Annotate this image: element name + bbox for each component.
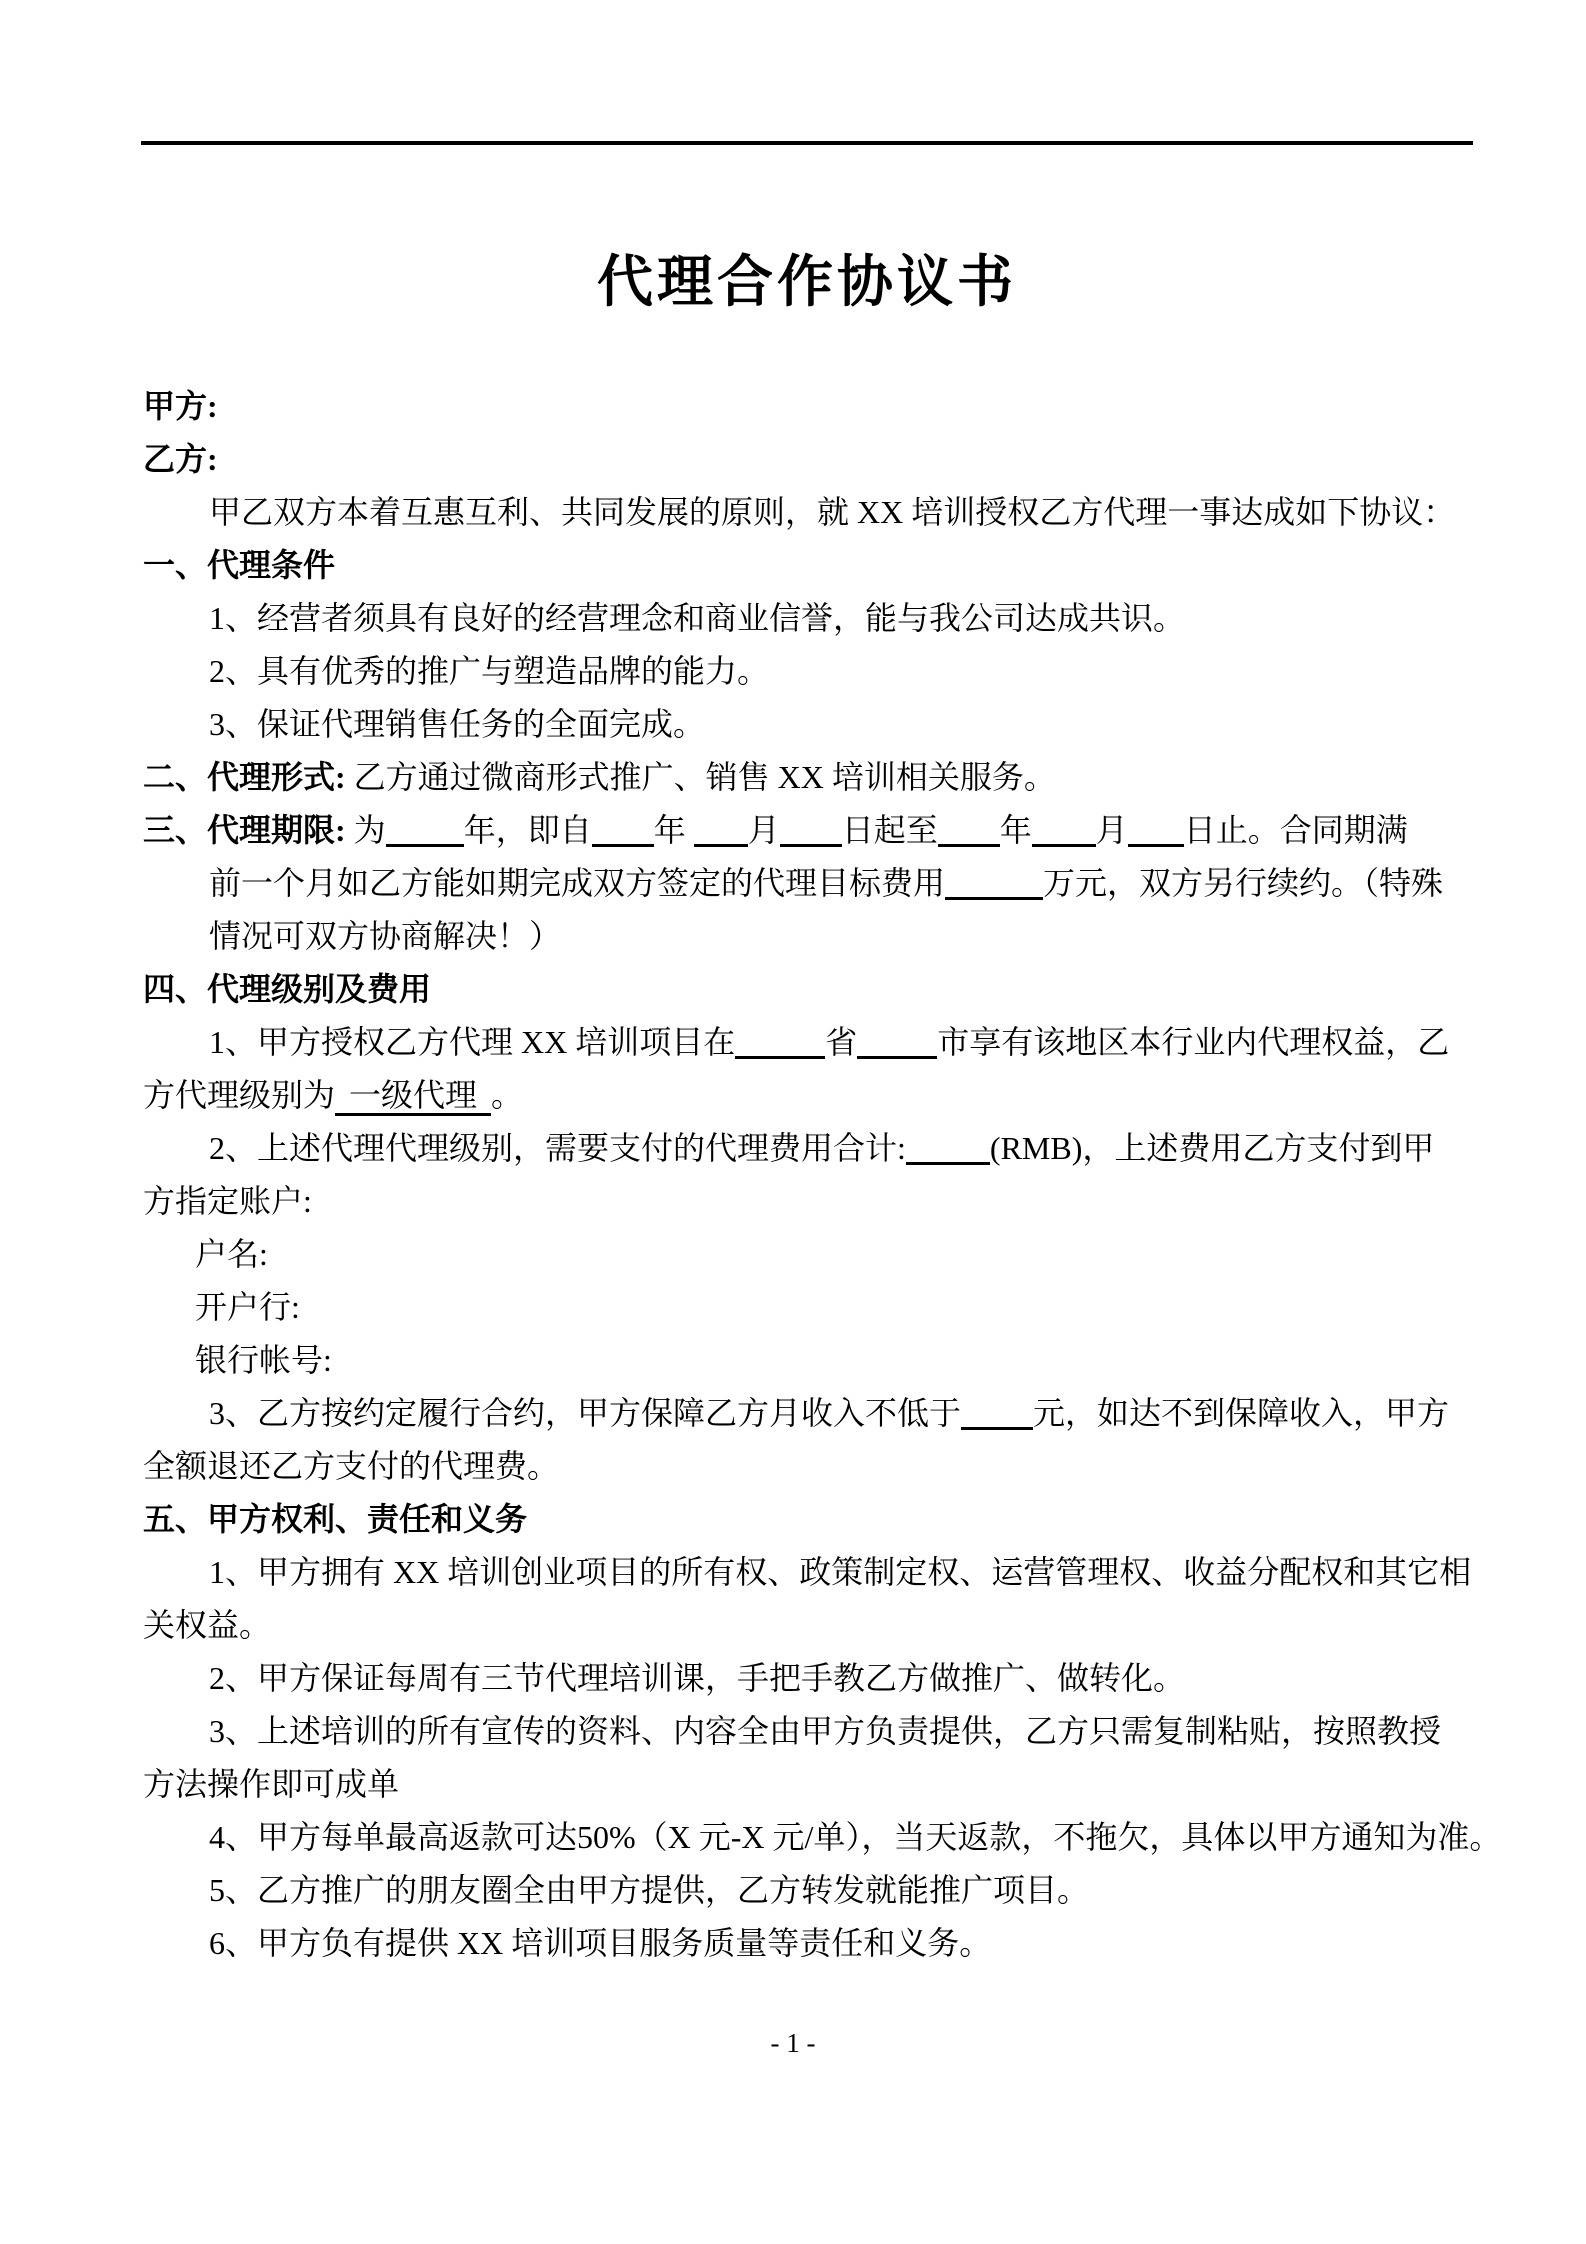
page-number: - 1 - <box>770 2028 816 2058</box>
document-line <box>143 433 1475 486</box>
document-line <box>143 539 1475 592</box>
text-run: 元，如达不到保障收入，甲方 <box>1033 1395 1450 1431</box>
text-run: 全额退还乙方支付的代理费。 <box>143 1448 560 1484</box>
document-line <box>143 1811 1502 1864</box>
document-line <box>143 1228 1475 1281</box>
text-run: 方法操作即可成单 <box>143 1766 400 1802</box>
bold-text-run: 五、甲方权利、责任和义务 <box>143 1501 528 1537</box>
text-run: 1、甲方拥有 XX 培训创业项目的所有权、政策制定权、运营管理权、收益分配权和其它相 <box>209 1554 1472 1590</box>
document-line <box>143 1069 1475 1122</box>
document-line <box>143 1546 1475 1599</box>
document-line <box>143 486 1475 539</box>
blank-underline <box>735 1027 825 1059</box>
text-run: 日起至 <box>841 812 938 848</box>
text-run: 万元，双方另行续约。（特殊 <box>1043 865 1444 901</box>
text-run: 3、乙方按约定履行合约，甲方保障乙方月收入不低于 <box>209 1395 962 1431</box>
document-line <box>143 1122 1475 1175</box>
text-run: 户名: <box>195 1236 268 1272</box>
text-run: 情况可双方协商解决！） <box>209 918 562 954</box>
blank-underline <box>945 868 1043 900</box>
text-run: 为 <box>345 812 386 848</box>
document-line <box>143 1652 1475 1705</box>
bold-text-run: 三、代理期限: <box>143 812 346 848</box>
text-run: 日止。合同期满 <box>1183 812 1408 848</box>
text-run: 关权益。 <box>143 1607 272 1643</box>
text-run: 2、具有优秀的推广与塑造品牌的能力。 <box>209 653 770 689</box>
blank-underline <box>961 1398 1033 1430</box>
blank-underline <box>592 815 654 847</box>
text-run: 银行帐号: <box>195 1342 332 1378</box>
bold-text-run: 乙方: <box>143 441 218 477</box>
text-run: 6、甲方负有提供 XX 培训项目服务质量等责任和义务。 <box>209 1925 992 1961</box>
document-title: 代理合作协议书 <box>597 252 1017 314</box>
text-run: 5、乙方推广的朋友圈全由甲方提供，乙方转发就能推广项目。 <box>209 1872 1090 1908</box>
text-run: (RMB)，上述费用乙方支付到甲 <box>989 1130 1435 1166</box>
text-run: 2、上述代理代理级别，需要支付的代理费用合计: <box>209 1130 906 1166</box>
document-line <box>143 804 1475 857</box>
document-line <box>143 1917 1475 1970</box>
text-run: 市享有该地区本行业内代理权益，乙 <box>937 1024 1450 1060</box>
blank-underline <box>386 815 464 847</box>
text-run: 省 <box>825 1024 858 1060</box>
blank-underline <box>906 1133 990 1165</box>
document-line <box>143 1334 1475 1387</box>
text-run: 。 <box>491 1077 524 1113</box>
document-line <box>143 698 1475 751</box>
bold-text-run: 四、代理级别及费用 <box>143 971 432 1007</box>
text-run: 年，即自 <box>463 812 592 848</box>
text-run: 月 <box>1095 812 1128 848</box>
text-run: 方代理级别为 <box>143 1077 336 1113</box>
underlined-text-run: 一级代理 <box>335 1078 491 1116</box>
document-line <box>143 1599 1475 1652</box>
text-run: 乙方通过微商形式推广、销售 XX 培训相关服务。 <box>345 759 1056 795</box>
text-run: 1、甲方授权乙方代理 XX 培训项目在 <box>209 1024 736 1060</box>
document-line <box>143 857 1475 910</box>
bold-text-run: 甲方: <box>143 388 218 424</box>
text-run: 年 <box>999 812 1032 848</box>
document-line <box>143 380 1475 433</box>
blank-underline <box>780 815 842 847</box>
document-line <box>143 1493 1475 1546</box>
text-run: 方指定账户: <box>143 1183 312 1219</box>
document-line <box>143 1387 1475 1440</box>
document-line <box>143 1175 1475 1228</box>
text-run: 4、甲方每单最高返款可达50%（X 元-X 元/单），当天返款，不拖欠，具体以甲方通知为准。 <box>209 1819 1502 1855</box>
document-body <box>143 380 1502 1970</box>
document-line <box>143 592 1475 645</box>
blank-underline <box>857 1027 937 1059</box>
document-line <box>143 1758 1475 1811</box>
text-run: 月 <box>747 812 780 848</box>
text-run: 2、甲方保证每周有三节代理培训课，手把手教乙方做推广、做转化。 <box>209 1660 1186 1696</box>
text-run: 3、上述培训的所有宣传的资料、内容全由甲方负责提供，乙方只需复制粘贴，按照教授 <box>209 1713 1442 1749</box>
document-line <box>143 963 1475 1016</box>
header-rule <box>141 141 1473 145</box>
bold-text-run: 一、代理条件 <box>143 547 336 583</box>
document-line <box>143 1864 1475 1917</box>
text-run: 前一个月如乙方能如期完成双方签定的代理目标费用 <box>209 865 946 901</box>
document-line <box>143 910 1475 963</box>
document-line <box>143 1016 1475 1069</box>
bold-text-run: 二、代理形式: <box>143 759 346 795</box>
document-line <box>143 1440 1475 1493</box>
text-run: 年 <box>653 812 694 848</box>
blank-underline <box>694 815 748 847</box>
text-run: 开户行: <box>195 1289 300 1325</box>
text-run: 1、经营者须具有良好的经营理念和商业信誉，能与我公司达成共识。 <box>209 600 1186 636</box>
text-run: 甲乙双方本着互惠互利、共同发展的原则，就 XX 培训授权乙方代理一事达成如下协议： <box>209 494 1456 530</box>
document-line <box>143 1281 1475 1334</box>
blank-underline <box>1128 815 1184 847</box>
text-run: 3、保证代理销售任务的全面完成。 <box>209 706 706 742</box>
document-line <box>143 1705 1475 1758</box>
document-line <box>143 645 1475 698</box>
blank-underline <box>938 815 1000 847</box>
document-line <box>143 751 1475 804</box>
blank-underline <box>1032 815 1096 847</box>
